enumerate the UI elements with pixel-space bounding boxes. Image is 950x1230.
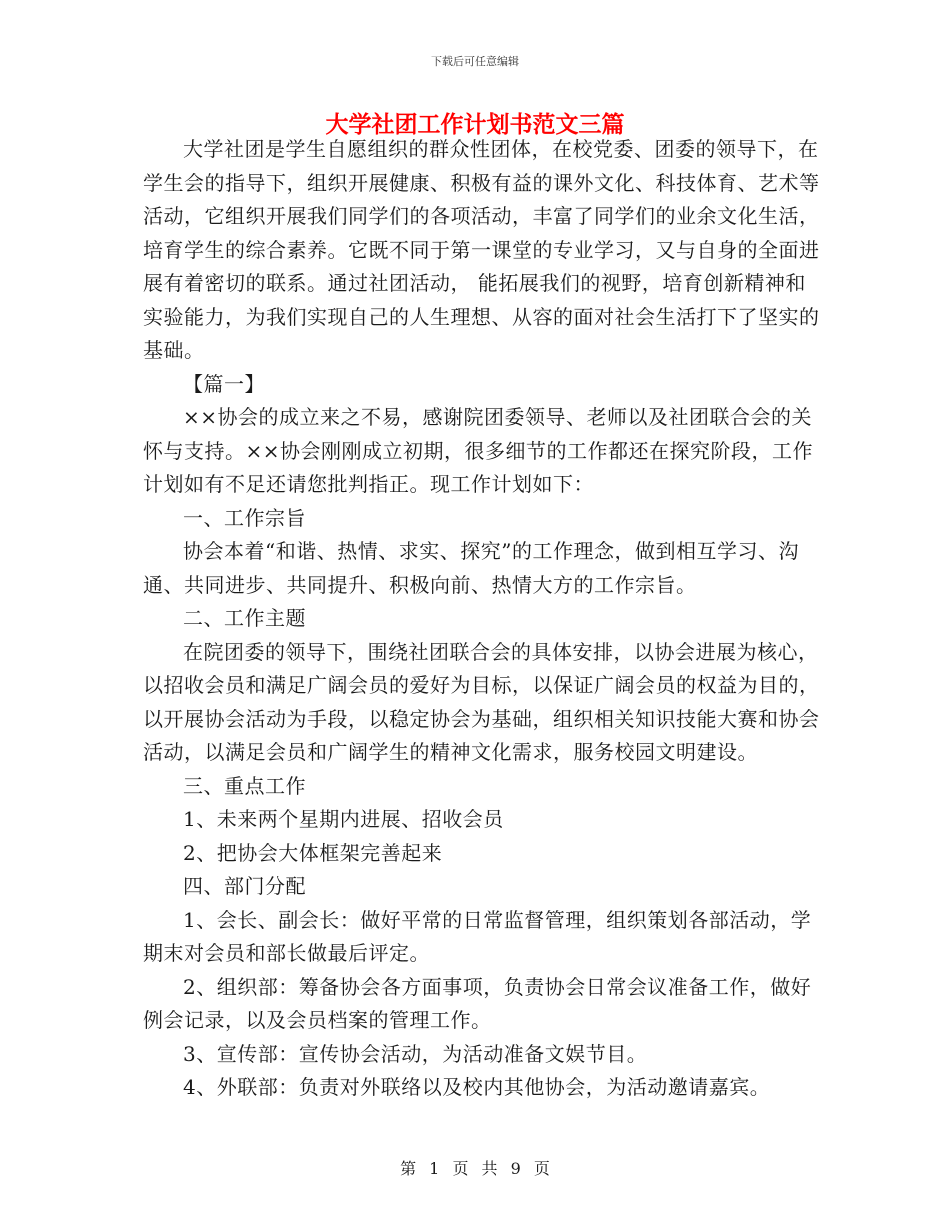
heading-key-work: 三、重点工作	[183, 773, 306, 798]
heading-work-purpose: 一、工作宗旨	[183, 505, 306, 530]
page-footer: 第 1 页 共 9 页	[400, 1159, 550, 1178]
paragraph-opening: ××协会的成立来之不易，感谢院团委领导、老师以及社团联合会的关怀与支持。××协会刚刚成立初期，很多细节的工作都还在探究阶段，工作计划如有不足还请您批判指正。现工作计划如下：	[143, 405, 814, 496]
list-item-department-2: 2、组织部：筹备协会各方面事项，负责协会日常会议准备工作，做好例会记录，以及会员档案的管理工作。	[143, 974, 812, 1032]
paragraph-intro: 大学社团是学生自愿组织的群众性团体，在校党委、团委的领导下，在学生会的指导下，组织开展健康、积极有益的课外文化、科技体育、艺术等活动，它组织开展我们同学们的各项活动，丰富了同学们的业余文化生活，培育学生的综合素养。它既不同于第一课堂的专业学习，又与自身的全面进展有着密切的联系。通过社团活动， 能拓展我们的视野，培育创新精神和实验能力，为我们实现自己的人生理想、从容的面对社会生活打下了坚实的基础。	[143, 137, 820, 362]
list-item-department-3: 3、宣传部：宣传协会活动，为活动准备文娱节目。	[183, 1041, 648, 1066]
list-item-key-work-2: 2、把协会大体框架完善起来	[183, 840, 443, 865]
paragraph-work-theme: 在院团委的领导下，围绕社团联合会的具体安排，以协会进展为核心，以招收会员和满足广阔会员的爱好为目标，以保证广阔会员的权益为目的，以开展协会活动为手段，以稳定协会为基础，组织相关知识技能大赛和协会活动，以满足会员和广阔学生的精神文化需求，服务校园文明建设。	[143, 639, 820, 764]
heading-department-division: 四、部门分配	[183, 874, 306, 898]
list-item-department-1: 1、会长、副会长：做好平常的日常监督管理，组织策划各部活动，学期末对会员和部长做最后评定。	[143, 907, 812, 965]
heading-work-theme: 二、工作主题	[183, 606, 306, 630]
document-title: 大学社团工作计划书范文三篇	[325, 112, 625, 138]
document-body	[143, 133, 823, 1105]
section-label-part-one: 【篇一】	[183, 371, 265, 396]
list-item-key-work-1: 1、未来两个星期内进展、招收会员	[183, 807, 504, 831]
header-note: 下载后可任意编辑	[431, 55, 519, 68]
list-item-department-4: 4、外联部：负责对外联络以及校内其他协会，为活动邀请嘉宾。	[183, 1075, 771, 1099]
paragraph-work-purpose: 协会本着“和谐、热情、求实、探究”的工作理念，做到相互学习、沟通、共同进步、共同提升、积极向前、热情大方的工作宗旨。	[143, 539, 799, 597]
